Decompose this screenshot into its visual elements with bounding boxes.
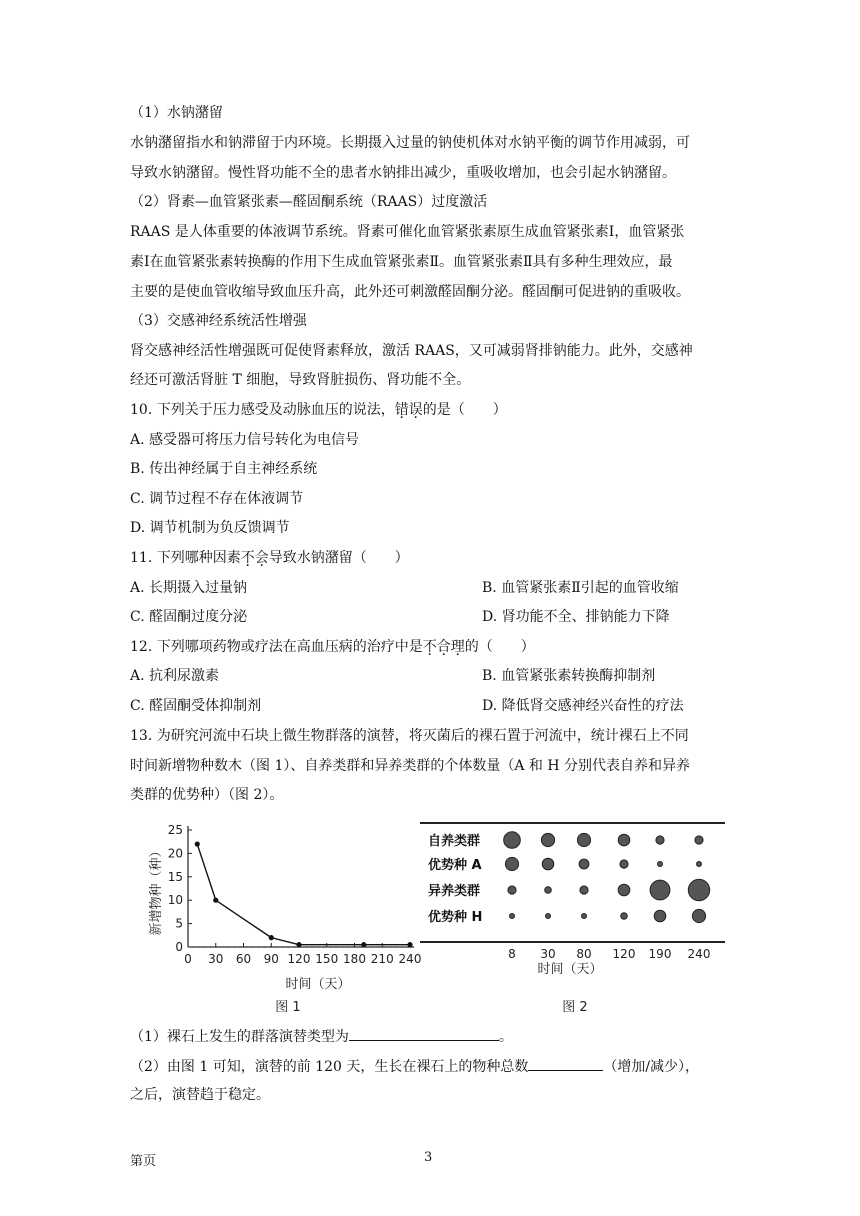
y-axis-label: 新增物种（种）	[149, 844, 164, 936]
emphasis-char: 不	[422, 639, 437, 655]
emphasis-char: 合	[436, 639, 451, 655]
page-number: 3	[424, 1150, 433, 1165]
section-heading-2: （2）肾素—血管紧张素—醛固酮系统（RAAS）过度激活	[130, 194, 488, 210]
question-13-stem: 类群的优势种）（图 2）。	[130, 787, 284, 803]
q13-subquestion-2: （2）由图 1 可知，演替的前 120 天，生长在裸石上的物种总数 （增加/减少），	[130, 1056, 699, 1077]
question-12-stem: 12. 下列哪项药物或疗法在高血压病的治疗中是不合理的（ ）	[130, 639, 535, 655]
bubble-mark	[504, 832, 521, 849]
paragraph-line: RAAS 是人体重要的体液调节系统。肾素可催化血管紧张素原生成血管紧张素Ⅰ，血管紧张	[130, 224, 685, 240]
emphasis-char: 误	[408, 402, 423, 418]
figure-1-line-chart	[140, 818, 430, 1023]
y-tick-label: 15	[167, 869, 183, 884]
data-point	[361, 942, 366, 947]
x-axis-label: 时间（天）	[285, 977, 351, 992]
bubble-mark	[545, 887, 552, 894]
row-label: 优势种 A	[428, 858, 482, 873]
x-tick-label: 240	[687, 947, 711, 961]
x-tick-label: 60	[235, 952, 252, 966]
data-point	[269, 935, 274, 940]
q11-option-d: D. 肾功能不全、排钠能力下降	[482, 609, 670, 625]
q12-option-b: B. 血管紧张素转换酶抑制剂	[482, 668, 656, 684]
bubble-mark	[697, 862, 702, 867]
section-heading-3: （3）交感神经系统活性增强	[130, 313, 307, 329]
q13-subquestion-1: （1）裸石上发生的群落演替类型为 。	[130, 1026, 513, 1047]
y-tick-label: 10	[167, 893, 183, 908]
paragraph-line: 经还可激活肾脏 T 细胞，导致肾脏损伤、肾功能不全。	[130, 372, 471, 388]
x-tick-label: 90	[263, 952, 279, 966]
x-tick-label: 120	[612, 947, 636, 961]
emphasis-char: 不	[240, 550, 255, 566]
q10-option-c: C. 调节过程不存在体液调节	[130, 491, 304, 507]
x-tick-label: 30	[208, 952, 224, 966]
x-tick-label: 30	[540, 947, 556, 961]
emphasis-char: 错	[394, 402, 409, 418]
answer-blank[interactable]	[528, 1056, 603, 1071]
q10-option-b: B. 传出神经属于自主神经系统	[130, 461, 318, 477]
row-label: 自养类群	[428, 834, 481, 849]
figure-2-bubble-chart	[420, 818, 730, 1023]
emphasis-char: 会	[254, 550, 269, 566]
series-line	[197, 844, 410, 945]
y-tick-label: 25	[167, 823, 183, 837]
bubble-mark	[688, 879, 709, 900]
bubble-mark	[692, 909, 705, 922]
data-point	[296, 942, 301, 947]
x-tick-label: 210	[370, 952, 394, 966]
question-13-stem: 时间新增物种数木（图 1）、自养类群和异养类群的个体数量（A 和 H 分别代表自养和异养	[130, 758, 691, 774]
footer-label: 第页	[130, 1154, 157, 1169]
q11-option-c: C. 醛固酮过度分泌	[130, 609, 248, 625]
q10-option-a: A. 感受器可将压力信号转化为电信号	[130, 432, 360, 448]
q13-subquestion-2-cont: 之后，演替趋于稳定。	[130, 1087, 270, 1103]
bubble-mark	[658, 862, 663, 867]
data-point	[407, 942, 412, 947]
bubble-mark	[580, 886, 588, 894]
x-axis-label: 时间（天）	[537, 962, 603, 977]
q11-option-a: A. 长期摄入过量钠	[130, 580, 248, 596]
data-point	[195, 841, 200, 846]
bubble-mark	[577, 833, 590, 846]
bubble-mark	[508, 886, 516, 894]
x-tick-label: 240	[398, 952, 422, 966]
row-label: 优势种 H	[428, 910, 483, 925]
q11-option-b: B. 血管紧张素Ⅱ引起的血管收缩	[482, 580, 679, 596]
bubble-mark	[620, 860, 628, 868]
bubble-mark	[505, 857, 518, 870]
bubble-mark	[579, 859, 589, 869]
y-tick-label: 0	[175, 940, 183, 954]
x-tick-label: 0	[184, 952, 192, 966]
bubble-mark	[542, 858, 554, 870]
x-tick-label: 80	[576, 947, 592, 961]
question-13-stem: 13. 为研究河流中石块上微生物群落的演替，将灭菌后的裸石置于河流中，统计裸石上不同	[130, 728, 689, 744]
bubble-mark	[621, 913, 628, 920]
y-tick-label: 20	[167, 846, 183, 861]
section-heading-1: （1）水钠潴留	[130, 105, 223, 121]
q12-option-c: C. 醛固酮受体抑制剂	[130, 698, 262, 714]
paragraph-line: 肾交感神经活性增强既可促使肾素释放，激活 RAAS，又可减弱肾排钠能力。此外，交感神	[130, 343, 693, 359]
bubble-mark	[695, 836, 703, 844]
bubble-mark	[510, 914, 515, 919]
data-point	[213, 898, 218, 903]
x-tick-label: 150	[315, 952, 339, 966]
bubble-mark	[656, 836, 664, 844]
paragraph-line: 素Ⅰ在血管紧张素转换酶的作用下生成血管紧张素Ⅱ。血管紧张素Ⅱ具有多种生理效应，最	[130, 254, 673, 270]
paragraph-line: 主要的是使血管收缩导致血压升高，此外还可刺激醛固酮分泌。醛固酮可促进钠的重吸收。	[130, 284, 690, 300]
x-tick-label: 120	[287, 952, 311, 966]
row-label: 异养类群	[428, 884, 481, 899]
bubble-mark	[650, 880, 670, 900]
bubble-mark	[654, 910, 666, 922]
q12-option-a: A. 抗利尿激素	[130, 668, 220, 684]
figure-caption: 图 1	[275, 1000, 301, 1015]
question-10-stem: 10. 下列关于压力感受及动脉血压的说法，错误的是（ ）	[130, 402, 507, 418]
bubble-mark	[546, 914, 551, 919]
q12-option-d: D. 降低肾交感神经兴奋性的疗法	[482, 698, 684, 714]
x-tick-label: 180	[343, 952, 366, 966]
x-tick-label: 8	[508, 947, 516, 961]
bubble-mark	[618, 884, 630, 896]
bubble-mark	[541, 833, 554, 846]
emphasis-char: 理	[450, 639, 465, 655]
figure-caption: 图 2	[562, 1000, 588, 1015]
answer-blank[interactable]	[349, 1026, 499, 1041]
x-tick-label: 190	[648, 947, 672, 961]
q10-option-d: D. 调节机制为负反馈调节	[130, 520, 290, 536]
question-11-stem: 11. 下列哪种因素不会导致水钠潴留（ ）	[130, 550, 409, 566]
bubble-mark	[582, 914, 587, 919]
paragraph-line: 导致水钠潴留。慢性肾功能不全的患者水钠排出减少，重吸收增加，也会引起水钠潴留。	[130, 165, 676, 181]
y-tick-label: 5	[175, 916, 183, 931]
paragraph-line: 水钠潴留指水和钠滞留于内环境。长期摄入过量的钠使机体对水钠平衡的调节作用减弱，可	[130, 135, 690, 151]
bubble-mark	[618, 834, 630, 846]
